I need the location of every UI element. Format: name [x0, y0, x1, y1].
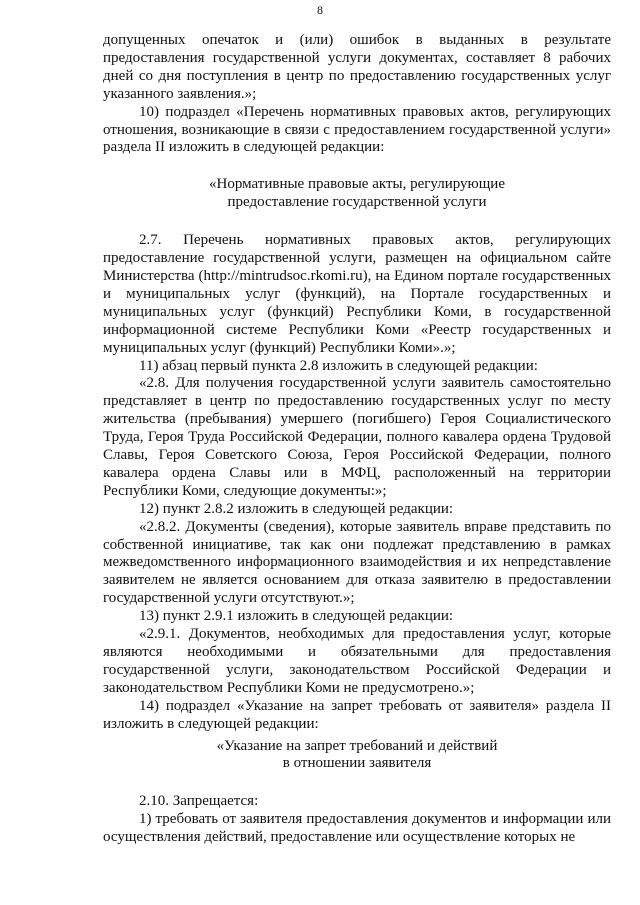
- paragraph: 2.7. Перечень нормативных правовых актов, регулирующих предоставление государственной услуги, размещен на официальном сайте Министерства (http://mintrudsoc.rkomi.ru), на Едином портале государственных и муниципальных услуг (функций), на Портале государственных и муниципальных услуг (функций) Республики Коми, в государственной информационной системе Республики Коми «Реестр государственных и муниципальных услуг (функций) Республики Коми».»;: [103, 232, 611, 356]
- document-body: [103, 32, 611, 847]
- paragraph: 12) пункт 2.8.2 изложить в следующей редакции:: [139, 500, 454, 517]
- paragraph: 13) пункт 2.9.1 изложить в следующей редакции:: [139, 608, 454, 625]
- paragraph: допущенных опечаток и (или) ошибок в выданных в результате предоставления государственной услуги документах, составляет 8 рабочих дней со дня поступления в центр по предоставлению государственных услуг указанного заявления.»;: [103, 32, 611, 102]
- paragraph: «2.8. Для получения государственной услуги заявитель самостоятельно представляет в центр по предоставлению государственных услуг по месту жительства (пребывания) умершего (погибшего) Героя Социалистического Труда, Героя Труда Российской Федерации, полного кавалера ордена Трудовой Славы, Героя Советского Союза, Героя Российской Федерации, полного кавалера ордена Славы или в МФЦ, расположенный на территории Республики Коми, следующие документы:»;: [103, 375, 611, 499]
- page-number: 8: [317, 3, 323, 17]
- paragraph: 11) абзац первый пункта 2.8 изложить в следующей редакции:: [139, 357, 538, 374]
- paragraph: 10) подраздел «Перечень нормативных правовых актов, регулирующих отношения, возникающие в связи с предоставлением государственной услуги» раздела II изложить в следующей редакции:: [103, 103, 611, 156]
- section-heading: «Указание на запрет требований и действий: [216, 737, 498, 754]
- paragraph: «2.9.1. Документов, необходимых для предоставления услуг, которые являются необходимыми и обязательными для предоставления государственной услуги, законодательством Российской Федерации и законодательством Республики Коми не предусмотрено.»;: [103, 626, 611, 696]
- section-heading: «Нормативные правовые акты, регулирующие: [209, 176, 505, 193]
- paragraph: 1) требовать от заявителя предоставления документов и информации или осуществления действий, предоставление или осуществление которых не: [103, 811, 611, 846]
- section-heading: в отношении заявителя: [282, 755, 432, 772]
- paragraph: 2.10. Запрещается:: [139, 793, 259, 810]
- section-heading: предоставление государственной услуги: [227, 194, 487, 211]
- paragraph: 14) подраздел «Указание на запрет требовать от заявителя» раздела II изложить в следующей редакции:: [103, 697, 611, 732]
- paragraph: «2.8.2. Документы (сведения), которые заявитель вправе представить по собственной инициативе, так как они подлежат представлению в рамках межведомственного информационного взаимодействия и их непредставление заявителем не является основанием для отказа заявителю в предоставлении государственной услуги отсутствуют.»;: [103, 518, 611, 607]
